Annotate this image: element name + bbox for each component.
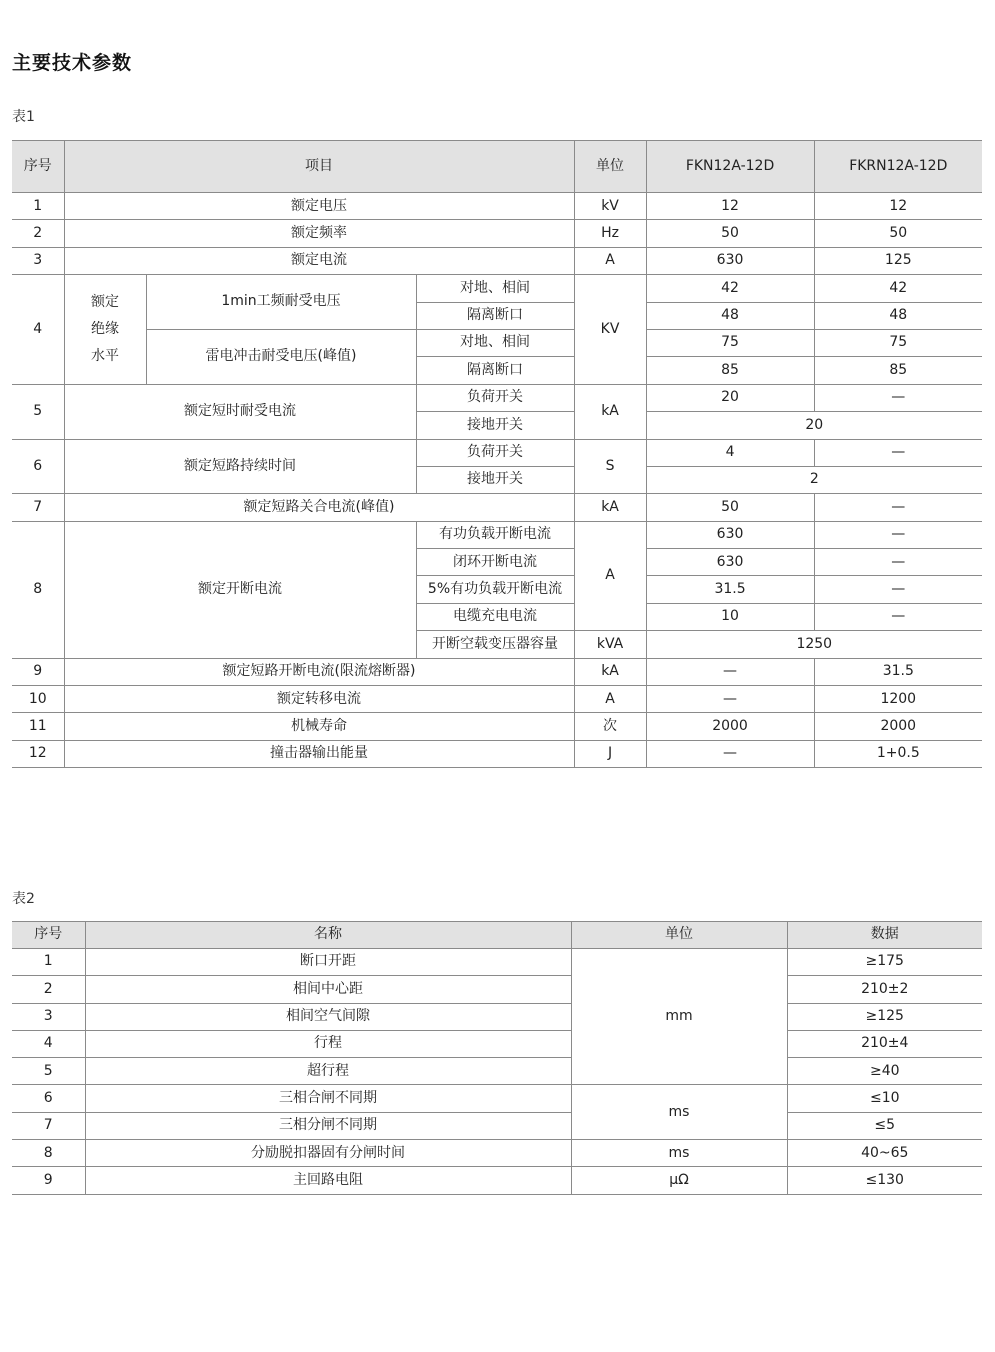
row-sub-item: 1min工频耐受电压 [146, 275, 416, 330]
header-no: 序号 [12, 922, 85, 949]
table-row [12, 220, 982, 247]
group-label-line: 额定 [91, 293, 119, 310]
row-condition: 隔离断口 [416, 357, 574, 384]
table-row [12, 1003, 982, 1030]
row-value-1: 85 [646, 357, 814, 384]
row-name: 三相分闸不同期 [85, 1112, 571, 1139]
row-value-2: 31.5 [814, 658, 982, 685]
row-condition: 隔离断口 [416, 302, 574, 329]
row-condition: 对地、相间 [416, 329, 574, 356]
row-unit: A [574, 247, 646, 274]
row-no: 12 [12, 740, 64, 767]
row-condition: 负荷开关 [416, 439, 574, 466]
table-header-row [12, 922, 982, 949]
table-row [12, 713, 982, 740]
row-item: 额定短路关合电流(峰值) [64, 494, 574, 521]
row-name: 断口开距 [85, 949, 571, 976]
row-condition: 接地开关 [416, 412, 574, 439]
row-condition: 开断空载变压器容量 [416, 631, 574, 658]
row-unit: μΩ [571, 1167, 787, 1194]
row-value-2: 125 [814, 247, 982, 274]
table-row [12, 494, 982, 521]
parameters-table-1 [12, 140, 982, 768]
row-no: 6 [12, 1085, 85, 1112]
row-unit: 次 [574, 713, 646, 740]
row-name: 分励脱扣器固有分闸时间 [85, 1140, 571, 1167]
row-no: 2 [12, 220, 64, 247]
row-value-2: — [814, 576, 982, 603]
row-no: 3 [12, 247, 64, 274]
table2-caption: 表2 [12, 891, 35, 907]
row-no: 5 [12, 1058, 85, 1085]
row-value-2: — [814, 439, 982, 466]
row-unit: kA [574, 384, 646, 439]
row-item: 额定短时耐受电流 [64, 384, 416, 439]
table1-caption: 表1 [12, 109, 35, 125]
row-unit: mm [571, 949, 787, 1085]
group-label-line: 水平 [91, 347, 119, 364]
row-no: 6 [12, 439, 64, 494]
row-no: 3 [12, 1003, 85, 1030]
row-value-2: 42 [814, 275, 982, 302]
row-value-2: 12 [814, 193, 982, 220]
row-unit: ms [571, 1085, 787, 1140]
row-no: 8 [12, 521, 64, 658]
row-value: ≥175 [787, 949, 982, 976]
row-value-1: 12 [646, 193, 814, 220]
table-row [12, 275, 982, 302]
row-value-1: — [646, 686, 814, 713]
table-row [12, 976, 982, 1003]
table-row [12, 658, 982, 685]
row-unit: A [574, 686, 646, 713]
row-name: 三相合闸不同期 [85, 1085, 571, 1112]
table-header-row [12, 141, 982, 193]
row-unit: kA [574, 658, 646, 685]
row-name: 相间中心距 [85, 976, 571, 1003]
row-value-1: 50 [646, 494, 814, 521]
row-condition: 对地、相间 [416, 275, 574, 302]
row-unit: kA [574, 494, 646, 521]
row-no: 7 [12, 1112, 85, 1139]
row-value-1: 630 [646, 549, 814, 576]
row-value-2: — [814, 549, 982, 576]
table-row [12, 1140, 982, 1167]
row-value: ≥125 [787, 1003, 982, 1030]
row-value-2: — [814, 603, 982, 630]
row-value-1: 2000 [646, 713, 814, 740]
table-row [12, 193, 982, 220]
row-condition: 负荷开关 [416, 384, 574, 411]
header-no: 序号 [12, 141, 64, 193]
row-unit: ms [571, 1140, 787, 1167]
table-row [12, 740, 982, 767]
row-value-2: 1200 [814, 686, 982, 713]
row-unit: KV [574, 275, 646, 385]
header-item: 项目 [64, 141, 574, 193]
table-row [12, 1085, 982, 1112]
row-item: 额定转移电流 [64, 686, 574, 713]
row-no: 1 [12, 949, 85, 976]
row-no: 1 [12, 193, 64, 220]
row-name: 超行程 [85, 1058, 571, 1085]
header-unit: 单位 [571, 922, 787, 949]
row-value-1: 42 [646, 275, 814, 302]
row-value-1: 10 [646, 603, 814, 630]
table-row [12, 521, 982, 548]
row-no: 11 [12, 713, 64, 740]
table-row [12, 247, 982, 274]
row-unit: Hz [574, 220, 646, 247]
row-condition: 闭环开断电流 [416, 549, 574, 576]
row-item: 额定电流 [64, 247, 574, 274]
row-value-1: — [646, 658, 814, 685]
row-no: 5 [12, 384, 64, 439]
row-no: 10 [12, 686, 64, 713]
row-condition: 有功负载开断电流 [416, 521, 574, 548]
row-value: ≤5 [787, 1112, 982, 1139]
row-value-2: — [814, 521, 982, 548]
header-unit: 单位 [574, 141, 646, 193]
page-title: 主要技术参数 [12, 52, 133, 74]
table-row [12, 1030, 982, 1057]
row-sub-item: 雷电冲击耐受电压(峰值) [146, 329, 416, 384]
row-item: 额定短路持续时间 [64, 439, 416, 494]
row-no: 2 [12, 976, 85, 1003]
table-row [12, 949, 982, 976]
row-unit: kVA [574, 631, 646, 658]
row-item: 额定频率 [64, 220, 574, 247]
row-name: 相间空气间隙 [85, 1003, 571, 1030]
row-value: ≥40 [787, 1058, 982, 1085]
header-model-1: FKN12A-12D [646, 141, 814, 193]
row-value-2: 75 [814, 329, 982, 356]
row-value-1: 31.5 [646, 576, 814, 603]
table-row [12, 686, 982, 713]
header-name: 名称 [85, 922, 571, 949]
row-no: 9 [12, 658, 64, 685]
row-item: 撞击器输出能量 [64, 740, 574, 767]
row-no: 9 [12, 1167, 85, 1194]
row-condition: 5%有功负载开断电流 [416, 576, 574, 603]
row-value-2: 2000 [814, 713, 982, 740]
row-item: 额定开断电流 [64, 521, 416, 658]
row-name: 主回路电阻 [85, 1167, 571, 1194]
row-unit: A [574, 521, 646, 631]
table-row [12, 1112, 982, 1139]
row-condition: 接地开关 [416, 466, 574, 493]
row-value: ≤130 [787, 1167, 982, 1194]
row-value-2: 48 [814, 302, 982, 329]
row-no: 7 [12, 494, 64, 521]
header-model-2: FKRN12A-12D [814, 141, 982, 193]
row-no: 4 [12, 1030, 85, 1057]
row-value-merged: 1250 [646, 631, 982, 658]
row-value-1: — [646, 740, 814, 767]
row-item: 额定短路开断电流(限流熔断器) [64, 658, 574, 685]
table-row [12, 1167, 982, 1194]
row-value: 210±4 [787, 1030, 982, 1057]
row-unit: S [574, 439, 646, 494]
row-unit: J [574, 740, 646, 767]
row-item: 机械寿命 [64, 713, 574, 740]
row-value-1: 630 [646, 521, 814, 548]
row-name: 行程 [85, 1030, 571, 1057]
row-value: 40~65 [787, 1140, 982, 1167]
row-value-1: 48 [646, 302, 814, 329]
row-value-1: 50 [646, 220, 814, 247]
row-value: 210±2 [787, 976, 982, 1003]
row-value-1: 20 [646, 384, 814, 411]
row-value-2: — [814, 494, 982, 521]
table-row [12, 384, 982, 411]
parameters-table-2 [12, 921, 982, 1195]
row-condition: 电缆充电电流 [416, 603, 574, 630]
header-value: 数据 [787, 922, 982, 949]
row-value-2: 50 [814, 220, 982, 247]
row-value-1: 4 [646, 439, 814, 466]
row-value-merged: 2 [646, 466, 982, 493]
row-item: 额定电压 [64, 193, 574, 220]
row-value-1: 75 [646, 329, 814, 356]
row-value-2: 1+0.5 [814, 740, 982, 767]
group-label-line: 绝缘 [91, 320, 119, 337]
row-value-2: — [814, 384, 982, 411]
row-value: ≤10 [787, 1085, 982, 1112]
row-unit: kV [574, 193, 646, 220]
table-row [12, 439, 982, 466]
table-row [12, 329, 982, 356]
row-value-2: 85 [814, 357, 982, 384]
row-value-1: 630 [646, 247, 814, 274]
table-row [12, 1058, 982, 1085]
row-no: 8 [12, 1140, 85, 1167]
row-value-merged: 20 [646, 412, 982, 439]
insulation-level-group [64, 275, 146, 385]
row-no: 4 [12, 275, 64, 385]
